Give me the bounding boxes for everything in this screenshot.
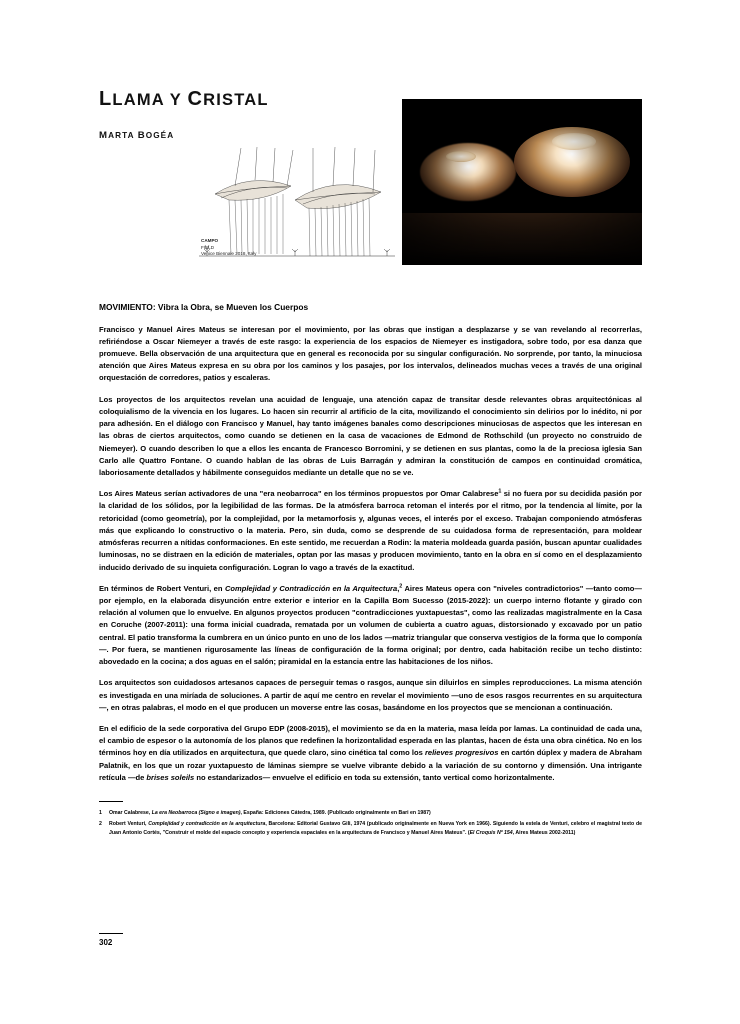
footnote-2-b: , Barcelona: Editorial Gustavo Gili, 1974 (publicado originalmente en Nueva York en 1966). Siguiendo la estela de Venturi, celebro el magistral texto de Juan Antonio Cortés, "Construir el molde del espacio concepto y experiencia espaciales en la arquitectura de Francisco y Manuel Aires Mateus". (	[109, 821, 643, 836]
paragraph-4-text-a: En términos de Robert Venturi, en	[99, 583, 225, 593]
article-header	[99, 88, 642, 273]
footnote-divider	[99, 801, 123, 802]
footnote-number: 1	[99, 810, 102, 817]
title-block	[99, 88, 399, 141]
drawing-caption-meta: Venice Biennale 2018, Italy	[201, 251, 257, 257]
project-photo	[402, 99, 642, 265]
footnote-ref-2[interactable]: 2	[399, 583, 403, 590]
paragraph-4-text-b: Aires Mateus opera con "niveles contradictorios" —tanto como— por ejemplo, en la elaborada disyunción entre exterior e interior en la Capilla Bom Sucesso (2015-2022): un cuerpo interno flotante y girado con relación al volumen que lo envuelve. En algunos proyectos producen "contradicciones yuxtapuestas", como las realizadas magistralmente en la Casa en Coruche (2007-2011): una forma inicial cuadrada, rematada por un volumen de cubierta a cuatro aguas, distorsionado y excavado por un patio central. El patio transforma la cumbrera en un único punto en uno de los lados —matriz triangular que conserva vestigios de la forma que lo componía—. Por fuera, se mantienen rigurosamente las líneas de configuración de la forma original; por dentro, cada habitación recibe un techo distinto: abovedado en la cocina; a dos aguas en el salón; piramidal en la estancia entre las habitaciones de los niños.	[99, 583, 642, 667]
footnote-2-a: Robert Venturi,	[109, 821, 149, 828]
page-title: LLAMA Y CRISTAL	[99, 88, 269, 110]
paragraph-6-text-b: en cartón dúplex y madera de Abraham Palatnik, en los que un rozar yuxtapuesto de láminas siempre se vuelve vibrante debido a la variación de su contorno y dimensión. Una intrigante retícula —de	[99, 748, 643, 782]
drawing-caption-title: CAMPO	[201, 238, 219, 243]
book-title-complejidad: Complejidad y Contradicción en la Arquitectura	[224, 583, 398, 593]
footnote-text	[109, 820, 642, 837]
paragraph-1: Francisco y Manuel Aires Mateus se interesan por el movimiento, por las obras que instigan a desplazarse y se van revelando al recorrerlas, refiriéndose a Oscar Niemeyer a través de este rasgo: la experiencia de los espacios de Niemeyer es instigadora, sobre todo, por esa danza que promueve. Bella observación de una arquitectura que en general es reconocida por su singular configuración. No sorprende, por tanto, la minuciosa atención que Aires Mateus expresa en su obra por los caminos y los pasajes, por los intervalos, delineados muchas veces a través de una original orquestación de corredores, patios y escaleras.	[99, 324, 642, 383]
footnote-item	[99, 809, 642, 817]
footnote-text	[109, 809, 642, 817]
footnote-1-italic: La era Neobarroca (Signo e imagen)	[151, 810, 241, 817]
article-content	[99, 88, 642, 840]
page-number-rule	[99, 933, 123, 934]
footnote-ref-1[interactable]: 1	[498, 488, 502, 495]
drawing-caption-subtitle: FIELD	[201, 244, 215, 250]
paragraph-3-text-b: si no fuera por su decidida pasión por la claridad de los sólidos, por la legibilidad de las formas. De la atmósfera barroca retoman el interés por el ritmo, por la tendencia al límite, por la retoricidad (como geometría), por la complejidad, por la metamorfosis y, algunas veces, el interés por el exceso. Trabajan componiendo atmósferas más que explicando lo constructivo o la materia. Pero, sin duda, como se desprende de su cuidadosa forma de representación, para moldear atmósferas recurren a nítidas conformaciones. En este sentido, me recuerdan a Rodin: la materia moldeada guarda pasión, buscan apuntar cualidades luminosas, no se distraen en la edición de materiales, optan por las masas y producen movimiento, tanto en la obra en sí como en el desplazamiento inducido derivado de su inquieta configuración. Logran lo vago a través de la exactitud.	[99, 489, 642, 572]
paragraph-2: Los proyectos de los arquitectos revelan una acuidad de lenguaje, una atención capaz de transitar desde relevantes obras arquitectónicas al coloquialismo de la vivencia en los lugares. Lo hacen sin recurrir al artificio de la cita, movilizando el conocimiento sin delirios por lo inédito, ni por para adhesión. En el diálogo con Francisco y Manuel, hay tanto imágenes banales como descripciones minuciosas de aspectos que les interesan en las obras de ciertos arquitectos, como cuando se detienen en la casa de vacaciones de Edmond de Rothschild (un proyecto no construido de Niemeyer). O cuando describen lo que a ellos les encanta de Francesco Borromini, y se detienen en sus plantas, como la de la preciosa iglesia San Carlo alle Quattro Fontane. O cuando hablan de las obras de Luis Barragán y admiran la constitución de campos en continuidad cromática, laboriosamente detallados y hábilmente conseguidos mediante un detalle que no se ve.	[99, 394, 642, 478]
paragraph-4	[99, 583, 642, 669]
footnote-2-italic: Complejidad y contradicción en la arquitectura	[148, 821, 266, 828]
footnotes	[99, 809, 642, 837]
page-number: 302	[99, 938, 113, 947]
footnote-1-a: Omar Calabrese,	[109, 810, 152, 817]
term-relieves-progresivos: relieves progresivos	[424, 748, 499, 758]
paragraph-3-text-a: Los Aires Mateus serían activadores de una "era neobarroca" en los términos propuestos por Omar Calabrese	[99, 489, 499, 499]
paragraph-4-comma: ,	[397, 583, 400, 593]
footnote-2-c: , Aires Mateus 2002-2011)	[512, 829, 576, 836]
term-brises-soleils: brises soleils	[146, 772, 195, 782]
paragraph-6-text-a: En el edificio de la sede corporativa del Grupo EDP (2008-2015), el movimiento se da en la materia, masa leída por lamas. La continuidad de cada una, el cambio de espesor o la autonomía de los planos que redefinen la horizontalidad esperada en las plantas, hacen de ésta una obra cinética. No en los términos hoy en día utilizados en arquitectura, que quede claro, sino cinética tal como los	[99, 723, 642, 758]
footnote-1-b: , España: Ediciones Cátedra, 1989. (Publicado originalmente en Bari en 1987)	[240, 810, 431, 817]
footnote-item	[99, 820, 642, 837]
footnote-2-italic-2: El Croquis Nº 154	[469, 829, 513, 836]
section-heading: MOVIMIENTO: Vibra la Obra, se Mueven los Cuerpos	[99, 302, 309, 312]
photo-vignette	[402, 99, 642, 265]
footnote-number: 2	[99, 821, 102, 828]
paragraph-5: Los arquitectos son cuidadosos artesanos capaces de perseguir temas o rasgos, aunque sin diluirlos en simples reproducciones. La misma atención es investigada en una miríada de soluciones. A partir de aquí me centro en revelar el movimiento —uno de esos rasgos recurrentes en su arquitectura—, en otras palabras, el modo en el que producen un moverse entre las cosas, basándome en los proyectos que se mencionan a continuación.	[99, 678, 642, 712]
paragraph-3	[99, 488, 642, 574]
drawing-caption	[201, 238, 256, 258]
paragraph-6	[99, 723, 642, 784]
paragraph-6-text-c: no estandarizados— envuelve el edificio en toda su extensión, tanto vertical como horizontalmente.	[194, 772, 555, 782]
author-name: MARTA BOGÉA	[99, 130, 175, 141]
